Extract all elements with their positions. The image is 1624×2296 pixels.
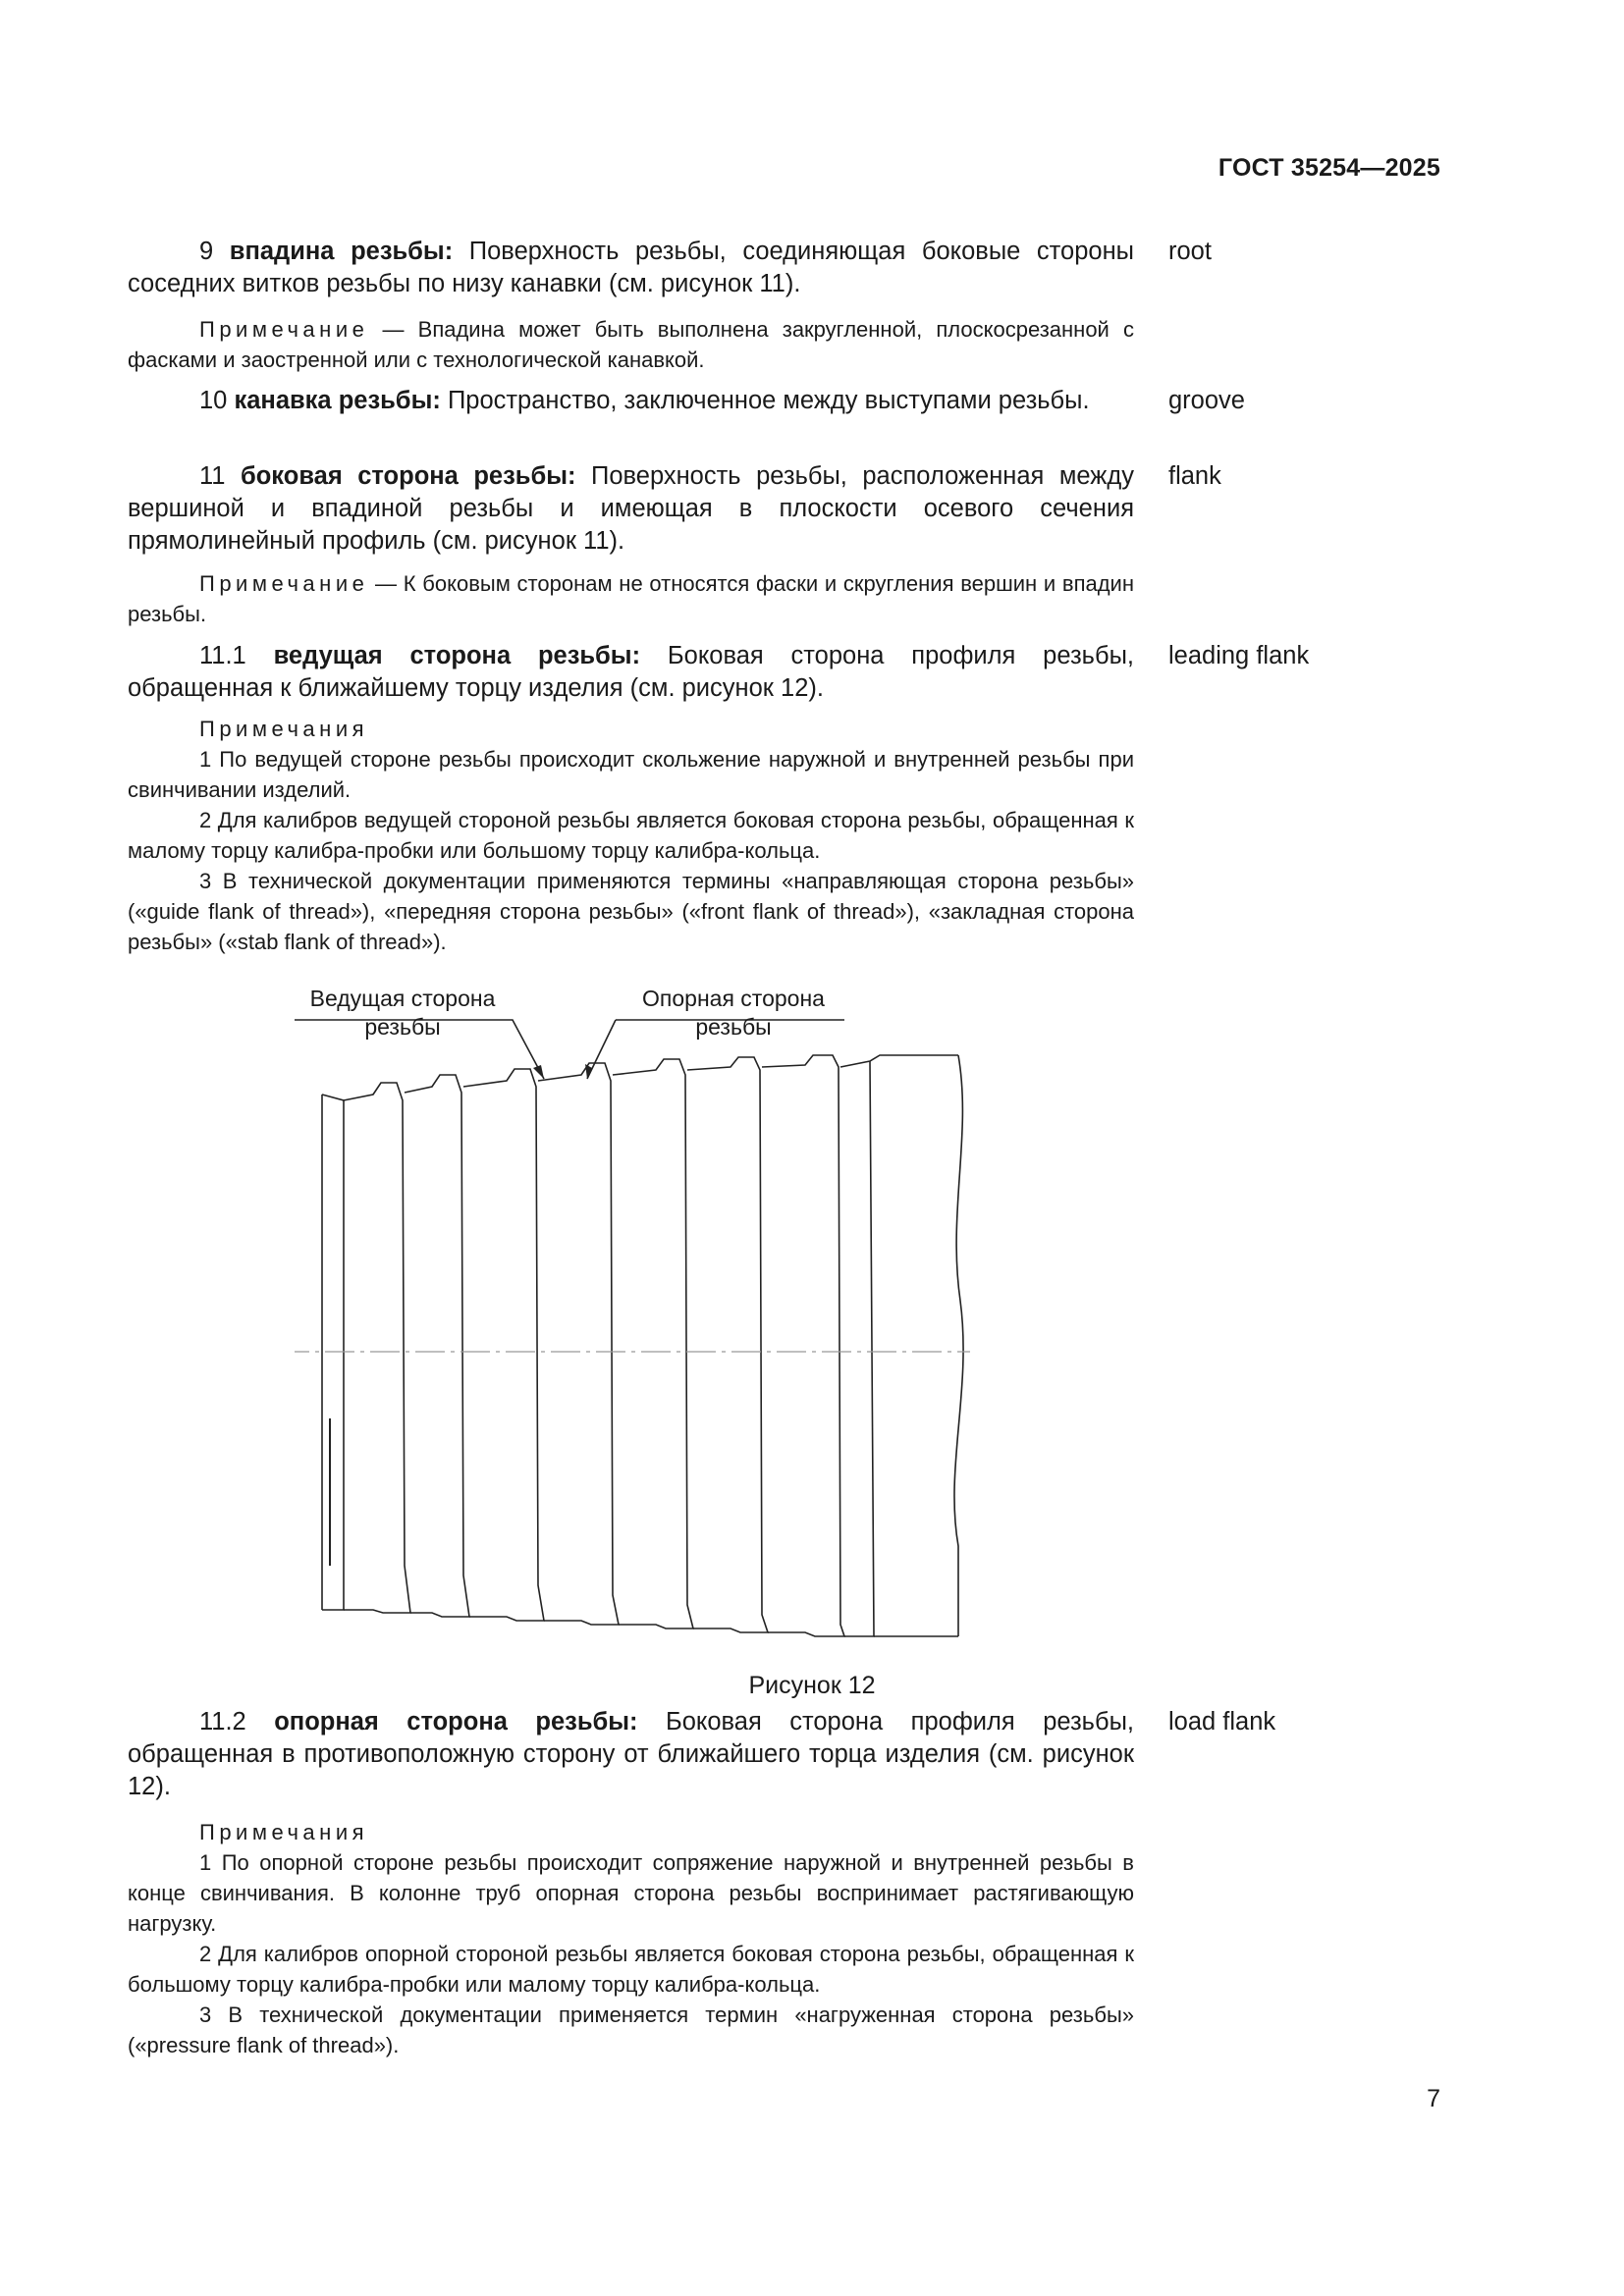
term-10-definition: Пространство, заключенное между выступами резьбы. bbox=[447, 387, 1090, 414]
notes-11-2 bbox=[128, 1817, 1134, 2060]
term-11-1: 11.1 ведущая сторона резьбы: Боковая сторона профиля резьбы, обращенная к ближайшему торцу изделия (см. рисунок 12). bbox=[128, 642, 1134, 702]
term-11-2-english: load flank bbox=[1168, 1708, 1276, 1735]
figure-12 bbox=[295, 977, 1001, 1664]
notes-11-2-label: Примечания bbox=[199, 1820, 369, 1844]
term-10-title: канавка резьбы: bbox=[234, 387, 441, 414]
note-item: 1 По ведущей стороне резьбы происходит скольжение наружной и внутренней резьбы при свинчивании изделий. bbox=[128, 747, 1134, 802]
term-9-english: root bbox=[1168, 238, 1212, 265]
term-9: 9 впадина резьбы: Поверхность резьбы, соединяющая боковые стороны соседних витков резьбы по низу канавки (см. рисунок 11). bbox=[128, 238, 1135, 297]
notes-11-1-label: Примечания bbox=[199, 717, 369, 741]
term-11-1-definition: Боковая сторона профиля резьбы, обращенная к ближайшему торцу изделия (см. рисунок 12). bbox=[128, 642, 1134, 702]
notes-11-1 bbox=[128, 714, 1134, 957]
term-11-2: 11.2 опорная сторона резьбы: Боковая сторона профиля резьбы, обращенная в противоположную сторону от ближайшего торца изделия (см. рисунок 12). bbox=[128, 1708, 1134, 1800]
term-11-1-english: leading flank bbox=[1168, 642, 1310, 669]
term-11-1-title: ведущая сторона резьбы: bbox=[273, 642, 641, 669]
note-item: 2 Для калибров опорной стороной резьбы является боковая сторона резьбы, обращенная к большому торцу калибра-пробки или малому торцу калибра-кольца. bbox=[128, 1942, 1134, 1997]
term-11-2-definition: Боковая сторона профиля резьбы, обращенная в противоположную сторону от ближайшего торца изделия (см. рисунок 12). bbox=[128, 1708, 1134, 1800]
note-11: Примечание — К боковым сторонам не относятся фаски и скругления вершин и впадин резьбы. bbox=[128, 571, 1134, 626]
term-9-definition: Поверхность резьбы, соединяющая боковые стороны соседних витков резьбы по низу канавки (см. рисунок 11). bbox=[128, 238, 1135, 297]
thread-drawing bbox=[295, 977, 1001, 1664]
label-leading-flank: Ведущая сторона резьбы bbox=[309, 986, 496, 1040]
term-10: 10 канавка резьбы: Пространство, заключенное между выступами резьбы. bbox=[199, 387, 1090, 414]
note-item: 1 По опорной стороне резьбы происходит сопряжение наружной и внутренней резьбы в конце свинчивания. В колонне труб опорная сторона резьбы воспринимает растягивающую нагрузку. bbox=[128, 1850, 1134, 1936]
term-11-2-title: опорная сторона резьбы: bbox=[274, 1708, 638, 1735]
term-10-english: groove bbox=[1168, 387, 1245, 414]
document-header: ГОСТ 35254—2025 bbox=[1218, 154, 1440, 182]
term-11-english: flank bbox=[1168, 462, 1221, 490]
page-number: 7 bbox=[1427, 2085, 1440, 2112]
figure-caption: Рисунок 12 bbox=[748, 1672, 876, 1699]
note-item: 2 Для калибров ведущей стороной резьбы является боковая сторона резьбы, обращенная к малому торцу калибра-пробки или большому торцу калибра-кольца. bbox=[128, 808, 1134, 863]
note-9: Примечание — Впадина может быть выполнена закругленной, плоскосрезанной с фасками и заостренной или с технологической канавкой. bbox=[128, 317, 1134, 372]
note-item: 3 В технической документации применяется термин «нагруженная сторона резьбы» («pressure flank of thread»). bbox=[128, 2002, 1134, 2057]
term-9-title: впадина резьбы: bbox=[229, 238, 454, 265]
label-load-flank: Опорная сторона резьбы bbox=[642, 986, 825, 1040]
term-11: 11 боковая сторона резьбы: Поверхность резьбы, расположенная между вершиной и впадиной резьбы и имеющая в плоскости осевого сечения прямолинейный профиль (см. рисунок 11). bbox=[128, 462, 1134, 555]
note-item: 3 В технической документации применяются термины «направляющая сторона резьбы» («guide flank of thread»), «передняя сторона резьбы» («front flank of thread»), «закладная сторона резьбы» («stab flank of thread»). bbox=[128, 869, 1134, 954]
term-11-title: боковая сторона резьбы: bbox=[240, 462, 576, 490]
term-11-definition: Поверхность резьбы, расположенная между вершиной и впадиной резьбы и имеющая в плоскости осевого сечения прямолинейный профиль (см. рисунок 11). bbox=[128, 462, 1134, 555]
